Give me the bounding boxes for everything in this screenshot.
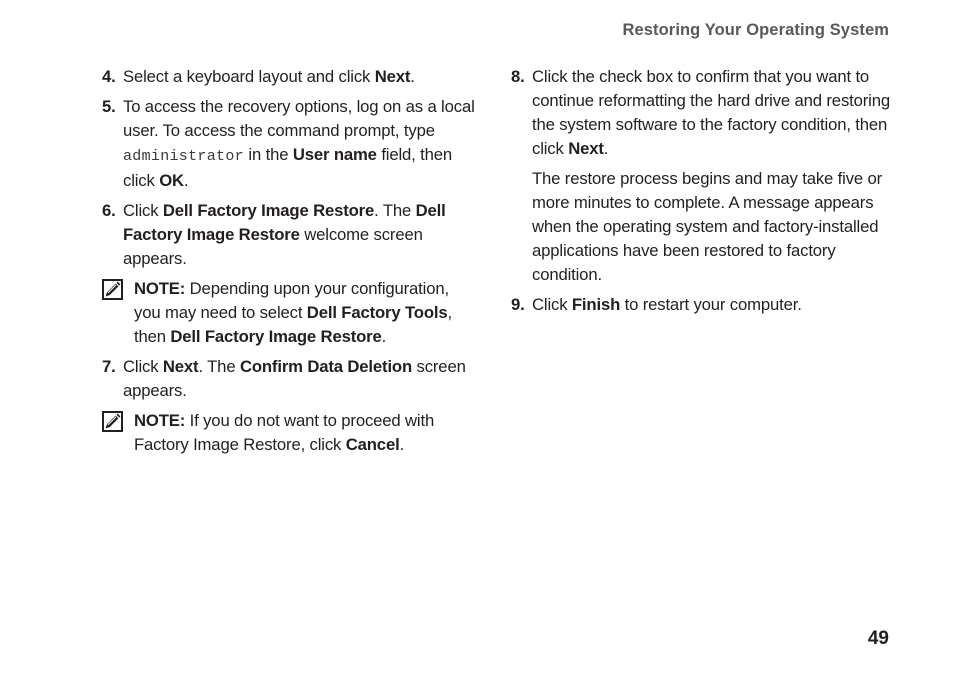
step-text: Click [532, 295, 572, 314]
step-5 [102, 95, 476, 193]
ui-term: Cancel [345, 435, 400, 454]
step-number: 8. [511, 67, 525, 86]
step-text: Click the check box to confirm that you want to continue reformatting the hard drive and restoring the system software to the factory condition, then click [532, 67, 890, 158]
step-text: . [183, 171, 189, 190]
right-column [511, 65, 891, 323]
note-label: NOTE: [134, 279, 186, 298]
note-text: , then [134, 303, 453, 346]
ui-term: Dell Factory Image Restore [123, 201, 446, 244]
step-8 [511, 65, 891, 161]
note-pencil-icon [102, 279, 123, 300]
ui-term: Next [374, 67, 411, 86]
step-number: 9. [511, 295, 525, 314]
left-column [102, 65, 476, 463]
note-pencil-icon [102, 411, 123, 432]
step-7 [102, 355, 476, 403]
step-text: . The [374, 201, 416, 220]
step-number: 6. [102, 201, 116, 220]
ui-term: Confirm Data Deletion [239, 357, 413, 376]
step-6 [102, 199, 476, 271]
step-text: To access the recovery options, log on as a local user. To access the command prompt, type [123, 97, 475, 140]
step-text: Click [123, 357, 163, 376]
note-label: NOTE: [134, 411, 186, 430]
ui-term: User name [292, 145, 377, 164]
note-text: . [399, 435, 405, 454]
step-number: 5. [102, 97, 116, 116]
step-text: Select a keyboard layout and click [123, 67, 375, 86]
step-text: . [410, 67, 415, 86]
ui-term: Next [568, 139, 604, 158]
command-text: administrator [123, 148, 244, 165]
step-9 [511, 293, 891, 317]
step-text: to restart your computer. [620, 295, 802, 314]
ui-term: OK [159, 171, 184, 190]
ui-term: Dell Factory Image Restore [162, 201, 375, 220]
step-text: welcome screen appears. [123, 225, 423, 268]
note-text: If you do not want to proceed with Factory Image Restore, click [134, 411, 435, 454]
step-text: screen appears. [123, 357, 466, 400]
step-number: 4. [102, 67, 116, 86]
note-text: . [381, 327, 387, 346]
note-2 [102, 409, 476, 457]
step-text: in the [243, 145, 293, 164]
ui-term: Dell Factory Tools [306, 303, 448, 322]
ui-term: Dell Factory Image Restore [170, 327, 382, 346]
ui-term: Finish [571, 295, 621, 314]
running-header: Restoring Your Operating System [622, 21, 889, 39]
step-number: 7. [102, 357, 116, 376]
page-number: 49 [867, 628, 889, 649]
step-4 [102, 65, 476, 89]
step-8-followup: The restore process begins and may take five or more minutes to complete. A message appears when the operating system and factory-installed applications have been restored to factory condition. [532, 169, 883, 284]
step-text: . [603, 139, 609, 158]
note-1 [102, 277, 476, 349]
step-text: . The [198, 357, 240, 376]
note-text: Depending upon your configuration, you may need to select [134, 279, 449, 322]
step-text: Click [123, 201, 163, 220]
ui-term: Next [162, 357, 199, 376]
step-text: field, then click [123, 145, 453, 190]
